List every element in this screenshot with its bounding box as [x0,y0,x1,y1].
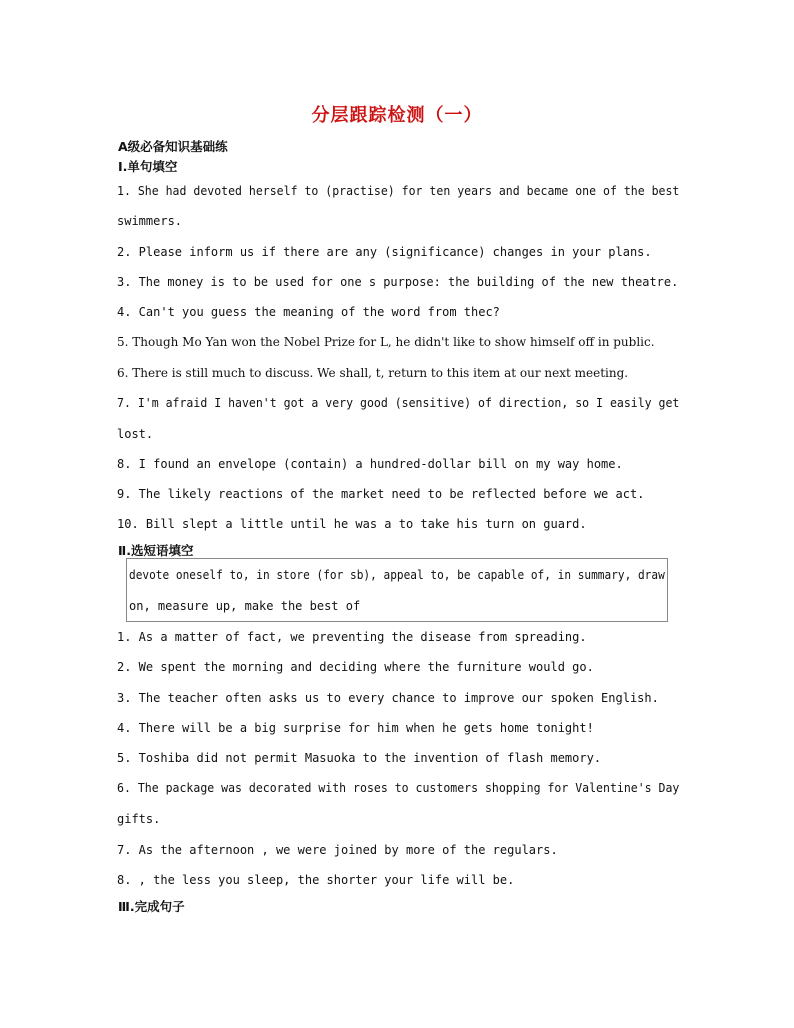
level-heading: A级必备知识基础练 [118,139,228,154]
exercise-line: swimmers. [117,214,183,228]
phrase-box-line: on, measure up, make the best of [129,599,361,613]
exercise-line: 5. Though Mo Yan won the Nobel Prize for L, he didn't like to show himself off in public. [117,335,655,349]
exercise-line: gifts. [117,812,161,826]
exercise-line: 7. As the afternoon , we were joined by more of the regulars. [117,843,558,857]
exercise-line: 3. The money is to be used for one s purpose: the building of the new theatre. [117,275,679,289]
exercise-line: 6. There is still much to discuss. We shall, t, return to this item at our next meeting. [117,366,629,380]
exercise-line: 7. I'm afraid I haven't got a very good (sensitive) of direction, so I easily get [117,396,680,410]
exercise-line: 8. , the less you sleep, the shorter your life will be. [117,873,515,887]
section2-heading: Ⅱ.选短语填空 [118,543,194,558]
exercise-line: 2. Please inform us if there are any (significance) changes in your plans. [117,245,652,259]
exercise-line: 5. Toshiba did not permit Masuoka to the invention of flash memory. [117,751,602,765]
exercise-line: 2. We spent the morning and deciding where the furniture would go. [117,660,594,674]
exercise-line: 3. The teacher often asks us to every chance to improve our spoken English. [117,691,659,705]
exercise-line: lost. [117,427,154,441]
exercise-line: 8. I found an envelope (contain) a hundred-dollar bill on my way home. [117,457,623,471]
exercise-line: 1. She had devoted herself to (practise) for ten years and became one of the best [117,184,680,198]
exercise-line: 4. There will be a big surprise for him when he gets home tonight! [117,721,594,735]
section3-heading: Ⅲ.完成句子 [118,899,185,914]
exercise-line: 9. The likely reactions of the market need to be reflected before we act. [117,487,645,501]
exercise-line: 6. The package was decorated with roses to customers shopping for Valentine's Day [117,781,680,795]
page-title: 分层跟踪检测（一） [311,105,483,126]
exercise-line: 4. Can't you guess the meaning of the word from thec? [117,305,500,319]
exercise-line: 10. Bill slept a little until he was a to take his turn on guard. [117,517,587,531]
exercise-line: 1. As a matter of fact, we preventing the disease from spreading. [117,630,587,644]
section1-heading: Ⅰ.单句填空 [118,159,178,174]
phrase-box [126,558,668,622]
phrase-box-line: devote oneself to, in store (for sb), appeal to, be capable of, in summary, draw [129,568,665,582]
